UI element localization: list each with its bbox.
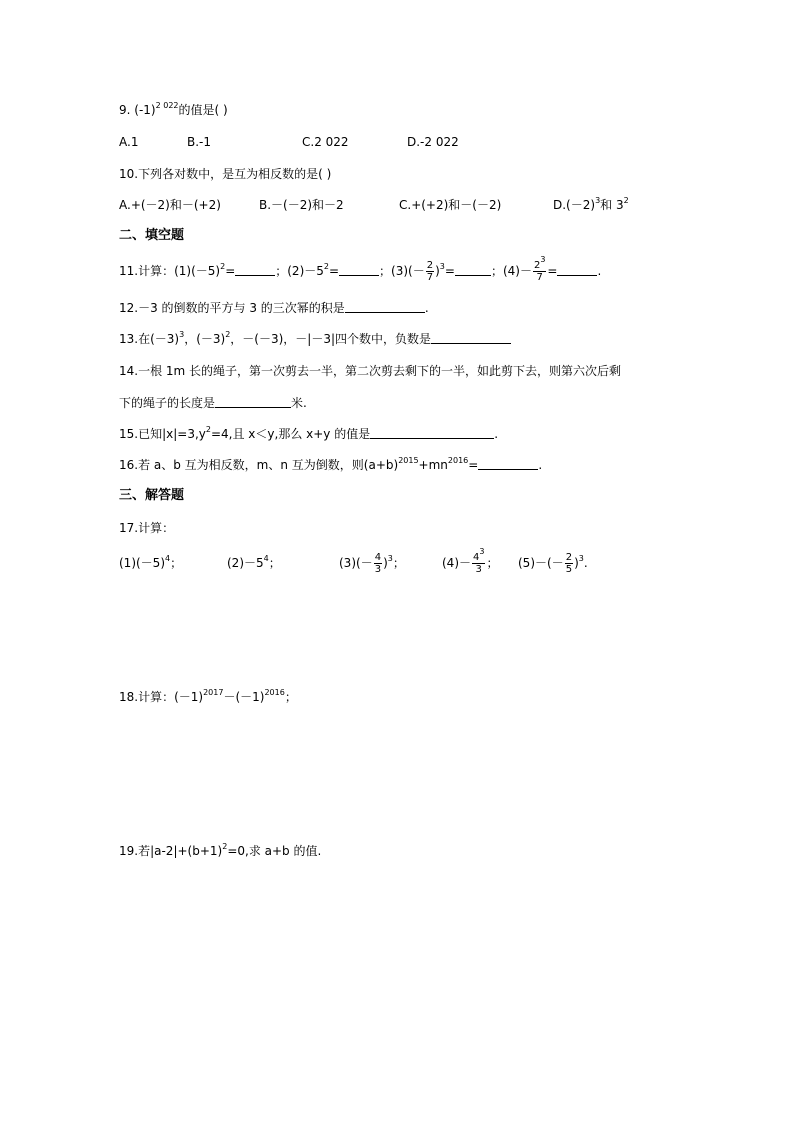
question-18: 18.计算：$(-1)^{2017}-(-1)^{2016}$；	[119, 688, 297, 704]
fraction: $\frac{4}{3}$	[374, 552, 382, 575]
question-13: 13.在$(-3)^3$，$(-3)^2$，－(－3)，－|－3|四个数中，负数是	[119, 331, 511, 347]
item-3: (3)(－ $\frac{4}{3}$ )$^3$；	[339, 552, 405, 575]
section-heading-fill-in: 二、填空题	[119, 228, 185, 243]
question-14-line-1: 14.一根 1m 长的绳子，第一次剪去一半，第二次剪去剩下的一半，如此剪下去，则第六次后剩	[119, 364, 622, 378]
question-19: 19.若$|a-2|+(b+1)^2=0$,求 a+b 的值.	[119, 842, 322, 858]
answer-blank[interactable]	[557, 264, 597, 276]
answer-blank[interactable]	[339, 264, 379, 276]
answer-blank[interactable]	[431, 332, 511, 344]
option-d: $D.(-2)^3$和 $3^2$	[553, 196, 629, 212]
answer-blank[interactable]	[235, 264, 275, 276]
fraction: $\frac{2}{7}$	[426, 260, 434, 283]
option-d: D.-2 022	[407, 135, 459, 149]
question-17-items	[119, 547, 588, 576]
fraction: $\frac{2^3}{7}$	[533, 255, 546, 283]
question-15: 15.已知$|x|=3,y^2=4$,且 x＜y,那么 x+y 的值是 .	[119, 425, 499, 441]
item-2: $(2)-5^4$；	[227, 554, 281, 570]
option-b: B.－(－2)和－2	[259, 198, 344, 212]
question-11: 11.计算：$(1)(-5)^2=$ ；$(2)-5^2=$ ；(3)(－ $\frac{2}{7}$ )$^3$= ；(4)－ $\frac{2^3}{7}$ = .	[119, 255, 602, 283]
question-9: 9. $(-1)^{2 022}$的值是( )	[119, 101, 228, 117]
question-10: 10.下列各对数中，是互为相反数的是( )	[119, 167, 332, 181]
answer-blank[interactable]	[370, 427, 494, 439]
item-4: (4)－ $\frac{4^3}{3}$ ；	[442, 547, 499, 575]
option-a: A.+(－2)和－(+2)	[119, 198, 221, 212]
option-a: A.1	[119, 135, 139, 149]
question-16: 16.若 a、b 互为相反数，m、n 互为倒数，则$(a+b)^{2015}+mn^{2016}=$ .	[119, 456, 543, 472]
question-14-line-2: 下的绳子的长度是 米.	[119, 396, 307, 410]
answer-blank[interactable]	[478, 458, 538, 470]
item-1: $(1)(-5)^4$；	[119, 554, 183, 570]
question-10-options	[119, 197, 629, 213]
question-12: 12.－3 的倒数的平方与 3 的三次幂的积是 .	[119, 301, 429, 315]
option-c: C.+(+2)和－(－2)	[399, 198, 502, 212]
option-c: C.2 022	[302, 135, 349, 149]
answer-blank[interactable]	[455, 264, 491, 276]
answer-blank[interactable]	[345, 301, 425, 313]
question-17-title: 17.计算：	[119, 521, 175, 535]
fraction: $\frac{4^3}{3}$	[473, 547, 485, 575]
option-b: B.-1	[187, 135, 212, 149]
question-9-options	[119, 134, 459, 150]
fraction: $\frac{2}{5}$	[565, 552, 573, 575]
answer-blank[interactable]	[215, 396, 291, 408]
item-5: (5)－(－ $\frac{2}{5}$ )$^3$.	[518, 552, 588, 575]
section-heading-solve: 三、解答题	[119, 488, 185, 503]
